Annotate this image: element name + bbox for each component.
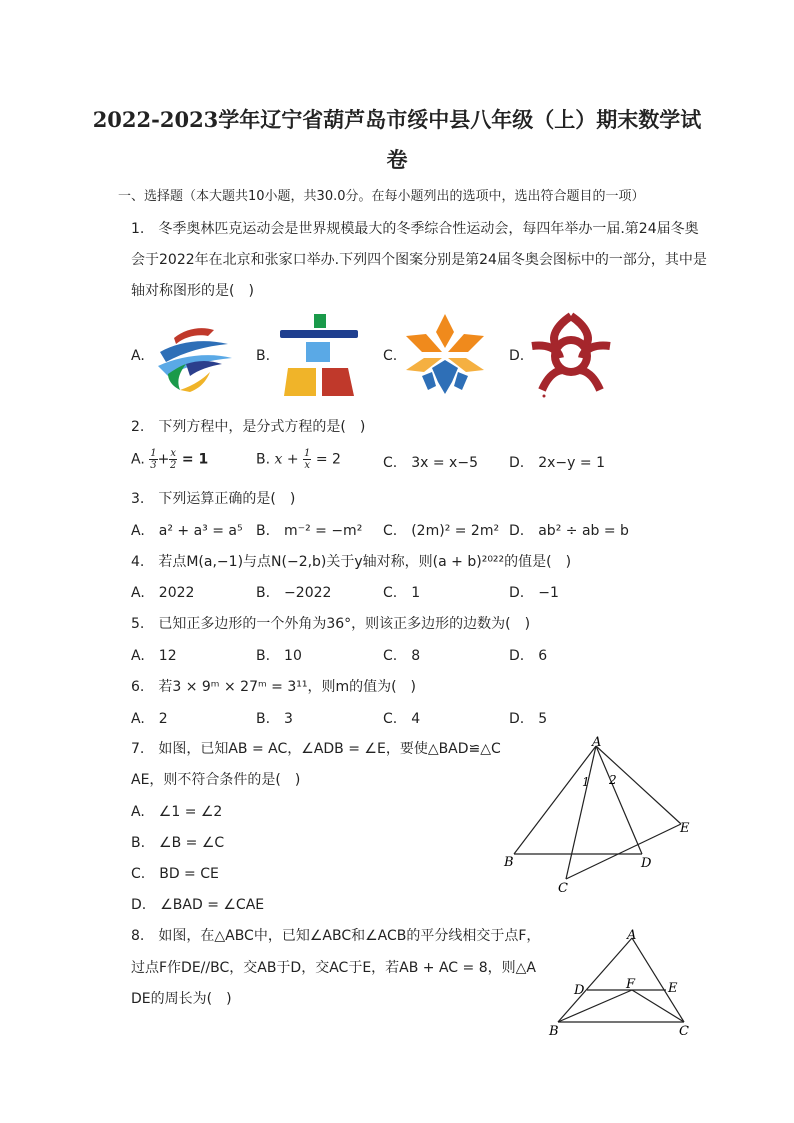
q4-option-d: D. −1 (509, 585, 559, 601)
knot-emblem-image (528, 312, 614, 398)
q7-label-angle1: 1 (582, 775, 590, 789)
q2-b-frac: $\frac{1}{x}$ (304, 448, 311, 471)
q6-stem: 6. 若3 × 9ᵐ × 27ᵐ = 3¹¹，则m的值为( ) (131, 679, 417, 695)
q7-label-a: A (592, 735, 602, 750)
q6-option-b: B. 3 (256, 711, 293, 727)
q6-option-a: A. 2 (131, 711, 168, 727)
q1-line2: 会于2022年在北京和张家口举办.下列四个图案分别是第24届冬奥会图标中的一部分，其中是 (131, 252, 707, 268)
q8-label-a: A (627, 928, 637, 943)
q5-option-a: A. 12 (131, 648, 177, 664)
q7-option-c: C. BD = CE (131, 866, 219, 882)
q3-option-a: A. a² + a³ = a⁵ (131, 523, 243, 539)
q7-line1: 7. 如图，已知AB = AC，∠ADB = ∠E，要使△BAD≌△C (131, 741, 501, 757)
q8-label-f: F (626, 977, 636, 992)
q1-line1: 1. 冬季奥林匹克运动会是世界规模最大的冬季综合性运动会，每四年举办一届.第24届冬奥 (131, 221, 699, 237)
q1-option-a: A. (131, 348, 145, 364)
q4-option-b: B. −2022 (256, 585, 332, 601)
q1-option-d: D. (509, 348, 525, 364)
q2-b-label: B. (256, 451, 271, 468)
q5-option-c: C. 8 (383, 648, 421, 664)
q5-option-d: D. 6 (509, 648, 548, 664)
section-heading: 一、选择题（本大题共10小题，共30.0分。在每小题列出的选项中，选出符合题目的一项） (118, 189, 645, 204)
doc-title-line2: 卷 (386, 147, 408, 172)
q8-line3: DE的周长为( ) (131, 991, 232, 1007)
q3-option-b: B. m⁻² = −m² (256, 523, 363, 539)
q7-label-b: B (504, 855, 514, 870)
q3-option-c: C. (2m)² = 2m² (383, 523, 500, 539)
q2-a-frac2: $\frac{x}{2}$ (169, 448, 177, 471)
q7-triangle-figure (496, 734, 706, 900)
q2-option-d: D. 2x−y = 1 (509, 455, 605, 471)
q3-option-d: D. ab² ÷ ab = b (509, 523, 629, 539)
q8-triangle-figure (544, 924, 696, 1040)
q4-option-a: A. 2022 (131, 585, 195, 601)
ribbon-emblem-image (150, 316, 236, 394)
q2-a-label: A. (131, 451, 145, 468)
q5-stem: 5. 已知正多边形的一个外角为36°，则该正多边形的边数为( ) (131, 616, 531, 632)
q7-label-e: E (680, 821, 690, 836)
q4-stem: 4. 若点M(a,−1)与点N(−2,b)关于y轴对称，则(a + b)²⁰²²的值是( ) (131, 554, 572, 570)
q1-option-c: C. (383, 348, 398, 364)
q8-line2: 过点F作DE//BC，交AB于D，交AC于E，若AB + AC = 8，则△A (131, 960, 536, 976)
q1-line3: 轴对称图形的是( ) (131, 283, 254, 299)
doc-title-line1: 2022-2023学年辽宁省葫芦岛市绥中县八年级（上）期末数学试 (92, 107, 702, 132)
snowflake-emblem-image (402, 312, 488, 396)
q8-line1: 8. 如图，在△ABC中，已知∠ABC和∠ACB的平分线相交于点F， (131, 928, 541, 944)
q8-label-d: D (574, 983, 585, 998)
q6-option-d: D. 5 (509, 711, 548, 727)
q6-option-c: C. 4 (383, 711, 421, 727)
q2-option-c: C. 3x = x−5 (383, 455, 478, 471)
q7-option-a: A. ∠1 = ∠2 (131, 804, 223, 820)
q8-label-e: E (668, 981, 678, 996)
q2-option-b: B. x + $\frac{1}{x}$ = 2 (256, 448, 341, 471)
q7-option-b: B. ∠B = ∠C (131, 835, 225, 851)
q4-option-c: C. 1 (383, 585, 421, 601)
q7-option-d: D. ∠BAD = ∠CAE (131, 897, 265, 913)
q8-label-c: C (679, 1024, 689, 1039)
q2-stem: 2. 下列方程中，是分式方程的是( ) (131, 419, 366, 435)
q2-option-a: A. $\frac{1}{3}$ + $\frac{x}{2}$ = 1 (131, 448, 209, 471)
q7-label-c: C (558, 881, 568, 896)
q7-label-angle2: 2 (609, 773, 617, 787)
q5-option-b: B. 10 (256, 648, 302, 664)
snow-figure-image (276, 312, 362, 396)
q8-label-b: B (549, 1024, 559, 1039)
q2-a-frac1: $\frac{1}{3}$ (150, 448, 157, 471)
q1-option-b: B. (256, 348, 271, 364)
q7-label-d: D (641, 856, 652, 871)
q7-line2: AE，则不符合条件的是( ) (131, 772, 301, 788)
q3-stem: 3. 下列运算正确的是( ) (131, 491, 296, 507)
